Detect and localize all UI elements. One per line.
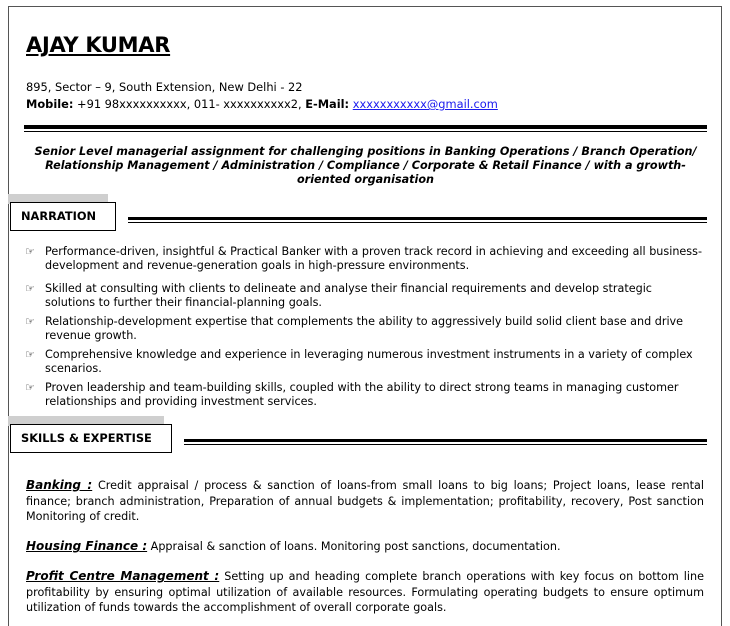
narration-list [25, 245, 705, 409]
objective-line: Senior Level managerial assignment for challenging positions in Banking Operations / Branch Operation/ [34, 145, 697, 158]
skill-label: Housing Finance : [26, 539, 148, 553]
skill-text: Appraisal & sanction of loans. Monitoring post sanctions, documentation. [147, 540, 561, 553]
list-item [25, 315, 705, 343]
section-rule-thick [184, 439, 707, 442]
list-item [25, 282, 705, 310]
skill-text: Setting up and heading complete branch operations with key focus on bottom line profitability by ensuring optimal utilization of available resources. Formulating operating budgets to ensure optimum utilization of funds towards the accomplishment of overall corporate goals. [26, 570, 704, 614]
section-rule-thick [128, 217, 707, 220]
skill-text: Credit appraisal / process & sanction of loans-from small loans to big loans; Project loans, lease rental finance; branch administration, Preparation of annual budgets & implementation; profitability, recovery, Post sanction Monitoring of credit. [26, 479, 704, 523]
objective-line: Relationship Management / Administration / Compliance / Corporate & Retail Finance / with a growth- [45, 159, 686, 172]
candidate-name: AJAY KUMAR [26, 33, 171, 57]
section-rule-thin [128, 222, 707, 223]
skill-label: Banking : [26, 478, 93, 492]
skill-housing-finance [26, 539, 704, 555]
hand-pointer-icon: ☞ [25, 381, 35, 394]
header-rule-thin [24, 131, 707, 132]
objective-line: oriented organisation [296, 173, 435, 186]
section-rule-thin [184, 444, 707, 445]
section-heading-skills: SKILLS & EXPERTISE [10, 424, 172, 453]
skill-banking [26, 478, 704, 525]
narration-text: Performance-driven, insightful & Practical Banker with a proven track record in achieving and exceeding all business-development and revenue-generation goals in high-pressure environments. [45, 245, 703, 272]
skill-profit-centre [26, 569, 704, 616]
address: 895, Sector – 9, South Extension, New Delhi - 22 [26, 80, 303, 94]
header-rule-thick [24, 125, 707, 129]
list-item [25, 348, 705, 376]
hand-pointer-icon: ☞ [25, 282, 35, 295]
hand-pointer-icon: ☞ [25, 315, 35, 328]
mobile-value: +91 98xxxxxxxxxx, 011- xxxxxxxxxx2, [73, 97, 306, 111]
objective-statement [24, 145, 707, 187]
hand-pointer-icon: ☞ [25, 348, 35, 361]
list-item [25, 381, 705, 409]
narration-text: Relationship-development expertise that complements the ability to aggressively build solid client base and drive revenue growth. [45, 315, 684, 342]
narration-text: Proven leadership and team-building skills, coupled with the ability to direct strong teams in managing customer relationships and providing investment services. [45, 381, 679, 408]
narration-text: Comprehensive knowledge and experience in leveraging numerous investment instruments in a variety of complex scenarios. [45, 348, 693, 375]
hand-pointer-icon: ☞ [25, 245, 35, 258]
email-link[interactable]: xxxxxxxxxxx@gmail.com [352, 97, 498, 111]
contact-line [26, 97, 498, 111]
mobile-label: Mobile: [26, 97, 74, 111]
narration-text: Skilled at consulting with clients to delineate and analyse their financial requirements and develop strategic solutions to further their financial-planning goals. [45, 282, 652, 309]
list-item [25, 245, 705, 273]
section-heading-narration: NARRATION [10, 202, 116, 231]
skill-label: Profit Centre Management : [26, 569, 220, 583]
email-label: E-Mail: [305, 97, 350, 111]
